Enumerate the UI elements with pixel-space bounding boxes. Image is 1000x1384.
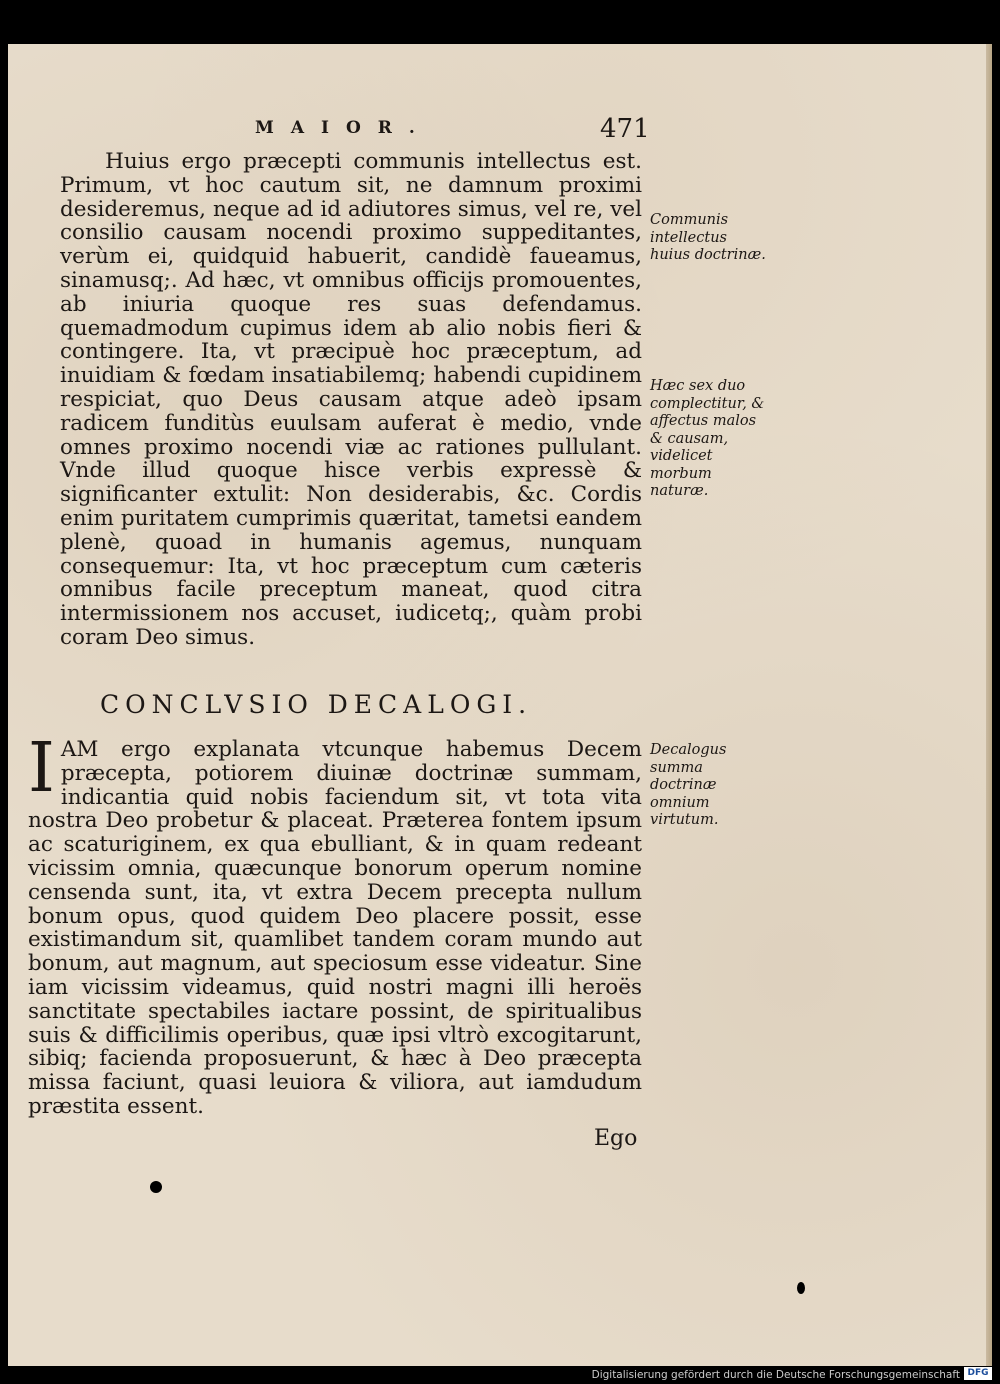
- marginal-note-2: Hæc sex duo complectitur, & affectus malos & causam, videlicet morbum naturæ.: [650, 378, 765, 499]
- marginal-note-3: Decalogus summa doctrinæ omnium virtutum.: [650, 742, 727, 828]
- conclusion-text-block: [28, 729, 642, 1119]
- section-heading: CONCLVSIO DECALOGI.: [100, 690, 533, 719]
- marginal-note-1: Communis intellectus huius doctrinæ.: [650, 212, 766, 263]
- dfg-logo: DFG: [964, 1367, 992, 1380]
- ink-spot: [150, 1181, 162, 1193]
- running-header: MAIOR.: [255, 118, 432, 138]
- page-edge: [986, 44, 992, 1366]
- ink-spot: [797, 1282, 805, 1294]
- paragraph-2: ergo explanata vtcunque habemus Decem præcepta, potiorem diuinæ doctrinæ summam, indicantia quid nobis faciendum sit, vt tota vita nostra Deo probetur & placeat. Præterea fontem ipsum ac scaturiginem, ex qua ebulliant, & in quam redeant vicissim omnia, quæcunque bonorum operum nomine censenda sunt, ita, vt extra Decem precepta nullum bonum opus, quod quidem Deo placere possit, esse existimandum sit, quamlibet tandem coram mundo aut bonum, aut magnum, aut speciosum esse videatur. Sine iam vicissim videamus, quid nostri magni illi heroës sanctitate spectabiles iactare possint, de spiritualibus suis & difficilimis operibus, quæ ipsi vltrò excogitarunt, sibiq; facienda proposuerunt, & hæc à Deo præcepta missa faciunt, quasi leuiora & viliora, aut iamdudum præstita essent.: [28, 737, 642, 1119]
- page-number: 471: [600, 114, 650, 144]
- paragraph-1: Huius ergo præcepti communis intellectus est. Primum, vt hoc cautum sit, ne damnum proximi desideremus, neque ad id adiutores simus, vel re, vel consilio causam nocendi proximo suppeditantes, verùm ei, quidquid habuerit, candidè faueamus, sinamusq;. Ad hæc, vt omnibus officijs promouentes, ab iniuria quoque res suas defendamus. quemadmodum cupimus idem ab alio nobis fieri & contingere. Ita, vt præcipuè hoc præceptum, ad inuidiam & fœdam insatiabilemq; habendi cupidinem respiciat, quo Deus causam atque adeò ipsam radicem funditùs euulsam auferat è medio, vnde omnes proximo nocendi viæ ac rationes pullulant. Vnde illud quoque hisce verbis expressè & significanter extulit: Non desiderabis, &c. Cordis enim puritatem cumprimis quæritat, tametsi eandem plenè, quoad in humanis agemus, nunquam consequemur: Ita, vt hoc præceptum cum cæteris omnibus facile preceptum maneat, quod citra intermissionem nos accuset, iudicetq;, quàm probi coram Deo simus.: [60, 149, 642, 650]
- digitization-credit: Digitalisierung gefördert durch die Deutsche Forschungsgemeinschaft: [591, 1369, 960, 1381]
- catchword: Ego: [594, 1126, 638, 1151]
- opening-word: AM: [60, 737, 99, 762]
- drop-cap: I: [28, 729, 55, 808]
- main-text-block: [60, 150, 642, 650]
